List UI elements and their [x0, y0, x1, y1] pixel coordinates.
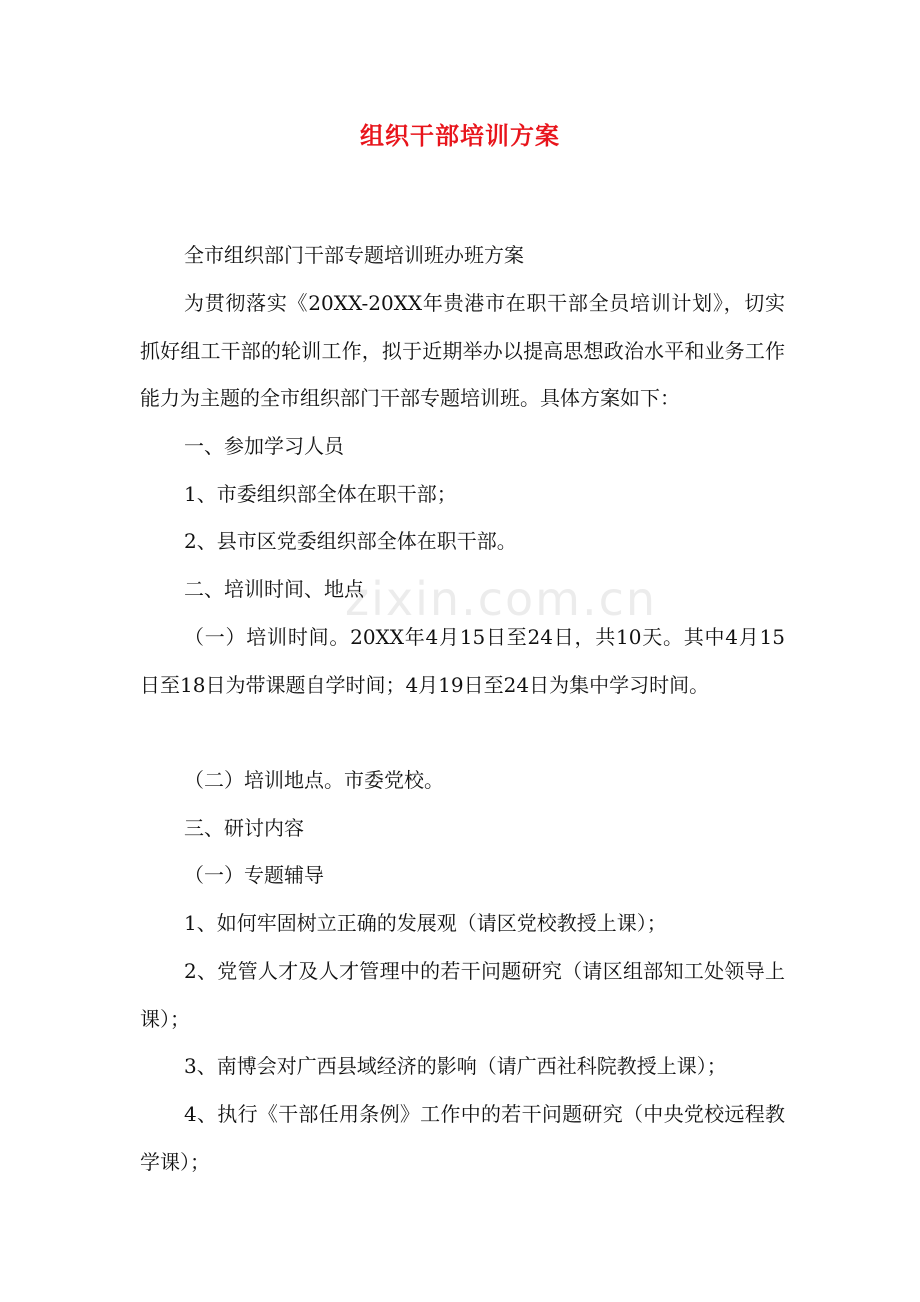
paragraph-6: 二、培训时间、地点 [184, 577, 364, 601]
paragraph-14: 4、执行《干部任用条例》工作中的若干问题研究（中央党校远程教学课）； [140, 1102, 785, 1174]
paragraph-9: 三、研讨内容 [184, 816, 304, 840]
paragraph-4: 1、市委组织部全体在职干部； [184, 482, 457, 506]
paragraph-2: 为贯彻落实《20XX-20XX年贵港市在职干部全员培训计划》，切实抓好组工干部的轮训工作，拟于近期举办以提高思想政治水平和业务工作能力为主题的全市组织部门干部专题培训班。具体方案如下： [140, 291, 785, 411]
document-title: 组织干部培训方案 [360, 121, 560, 150]
paragraph-13: 3、南博会对广西县域经济的影响（请广西社科院教授上课）； [184, 1054, 727, 1078]
paragraph-11: 1、如何牢固树立正确的发展观（请区党校教授上课）； [184, 911, 667, 935]
paragraph-1: 全市组织部门干部专题培训班办班方案 [184, 243, 524, 267]
paragraph-5: 2、县市区党委组织部全体在职干部。 [184, 529, 517, 553]
paragraph-12: 2、党管人才及人才管理中的若干问题研究（请区组部知工处领导上课）； [140, 959, 785, 1031]
paragraph-3: 一、参加学习人员 [184, 434, 344, 458]
paragraph-8: （二）培训地点。市委党校。 [184, 768, 444, 792]
paragraph-7: （一）培训时间。20XX年4月15日至24日，共10天。其中4月15日至18日为带课题自学时间；4月19日至24日为集中学习时间。 [140, 625, 785, 697]
watermark: zixin.com.cn [345, 572, 658, 626]
paragraph-10: （一）专题辅导 [184, 863, 324, 887]
